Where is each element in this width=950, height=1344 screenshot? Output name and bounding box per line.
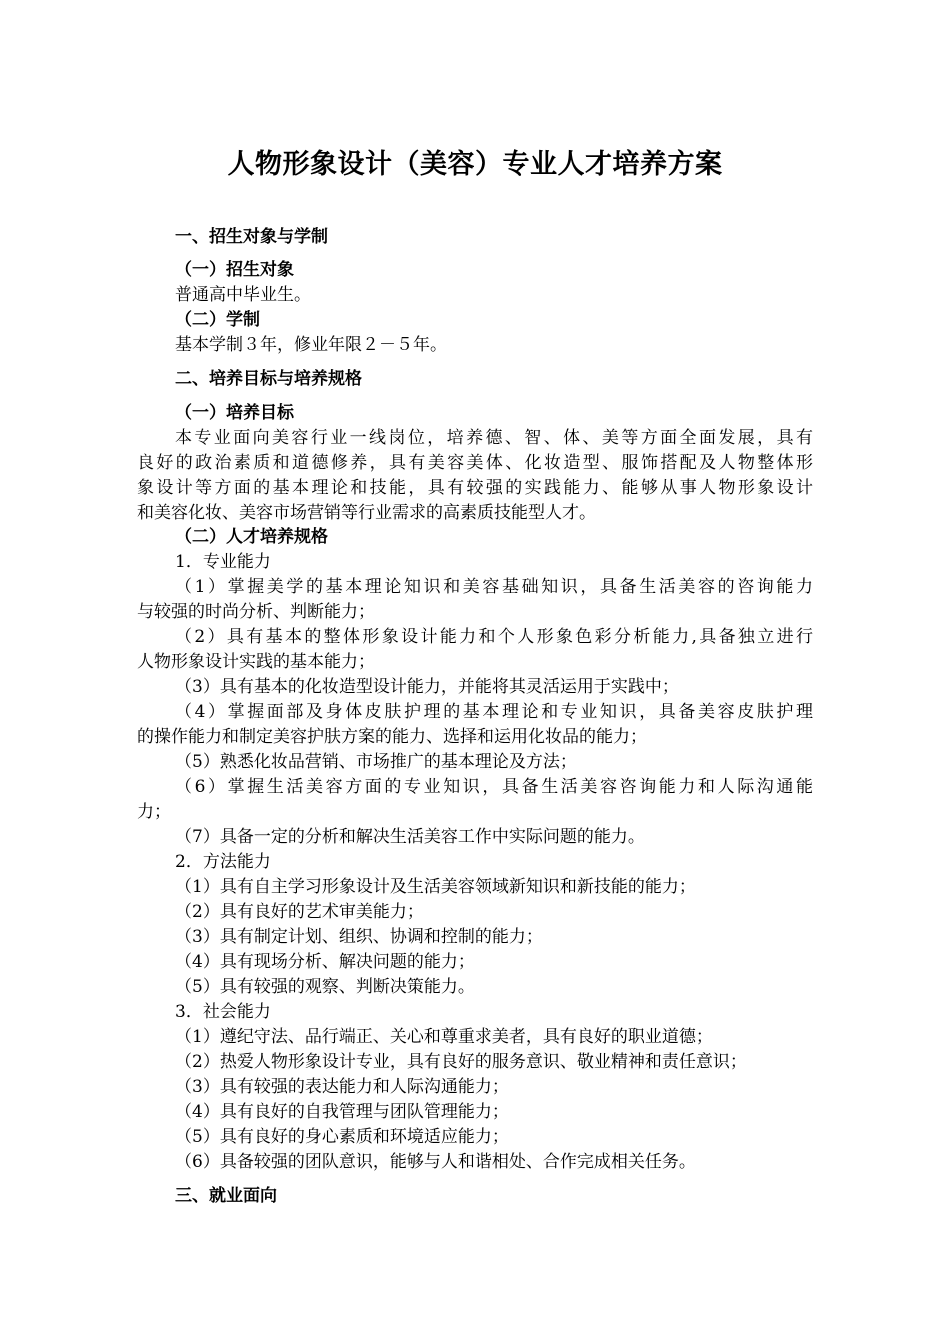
- pro-item: （4）掌握面部及身体皮肤护理的基本理论和专业知识，具备美容皮肤护理: [175, 702, 813, 722]
- pro-item: （7）具备一定的分析和解决生活美容工作中实际问题的能力。: [175, 827, 645, 847]
- pro-item: （6）掌握生活美容方面的专业知识，具备生活美容咨询能力和人际沟通能: [175, 777, 813, 797]
- goal-line: 和美容化妆、美容市场营销等行业需求的高素质技能型人才。: [137, 503, 596, 523]
- subheading-enrollment: （一）招生对象: [175, 260, 294, 280]
- method-item: （3）具有制定计划、组织、协调和控制的能力；: [175, 927, 543, 947]
- subheading-goal: （一）培养目标: [175, 403, 294, 423]
- social-item: （6）具备较强的团队意识，能够与人和谐相处、合作完成相关任务。: [175, 1152, 696, 1172]
- method-item: （1）具有自主学习形象设计及生活美容领域新知识和新技能的能力；: [175, 877, 696, 897]
- social-item: （5）具有良好的身心素质和环境适应能力；: [175, 1127, 509, 1147]
- document-title: 人物形象设计（美容）专业人才培养方案: [227, 149, 723, 180]
- pro-item: （2）具有基本的整体形象设计能力和个人形象色彩分析能力,具备独立进行: [175, 627, 813, 647]
- method-item: （4）具有现场分析、解决问题的能力；: [175, 952, 475, 972]
- pro-item: （1）掌握美学的基本理论知识和美容基础知识，具备生活美容的咨询能力: [175, 577, 813, 597]
- subheading-spec: （二）人才培养规格: [175, 527, 328, 547]
- pro-item: 的操作能力和制定美容护肤方案的能力、选择和运用化妆品的能力；: [137, 727, 647, 747]
- subheading-duration: （二）学制: [175, 310, 260, 330]
- pro-item: （5）熟悉化妆品营销、市场推广的基本理论及方法；: [175, 752, 577, 772]
- social-item: （1）遵纪守法、品行端正、关心和尊重求美者，具有良好的职业道德；: [175, 1027, 713, 1047]
- section-heading-1: 一、招生对象与学制: [175, 227, 328, 247]
- pro-item: 人物形象设计实践的基本能力；: [137, 652, 375, 672]
- method-heading: 2．方法能力: [175, 852, 271, 872]
- goal-line: 良好的政治素质和道德修养，具有美容美体、化妆造型、服饰搭配及人物整体形: [137, 453, 813, 473]
- enrollment-text: 普通高中毕业生。: [175, 285, 311, 305]
- pro-item: 与较强的时尚分析、判断能力；: [137, 602, 375, 622]
- goal-line: 象设计等方面的基本理论和技能，具有较强的实践能力、能够从事人物形象设计: [137, 478, 813, 498]
- pro-item: （3）具有基本的化妆造型设计能力，并能将其灵活运用于实践中；: [175, 677, 679, 697]
- pro-item: 力；: [137, 802, 171, 822]
- method-item: （2）具有良好的艺术审美能力；: [175, 902, 424, 922]
- social-item: （3）具有较强的表达能力和人际沟通能力；: [175, 1077, 509, 1097]
- section-heading-2: 二、培养目标与培养规格: [175, 369, 362, 389]
- social-heading: 3．社会能力: [175, 1002, 271, 1022]
- goal-line: 本专业面向美容行业一线岗位，培养德、智、体、美等方面全面发展，具有: [175, 428, 813, 448]
- pro-heading: 1．专业能力: [175, 552, 271, 572]
- section-heading-3: 三、就业面向: [175, 1186, 277, 1206]
- social-item: （4）具有良好的自我管理与团队管理能力；: [175, 1102, 509, 1122]
- duration-text: 基本学制３年，修业年限２－５年。: [175, 335, 447, 355]
- method-item: （5）具有较强的观察、判断决策能力。: [175, 977, 475, 997]
- social-item: （2）热爱人物形象设计专业，具有良好的服务意识、敬业精神和责任意识；: [175, 1052, 747, 1072]
